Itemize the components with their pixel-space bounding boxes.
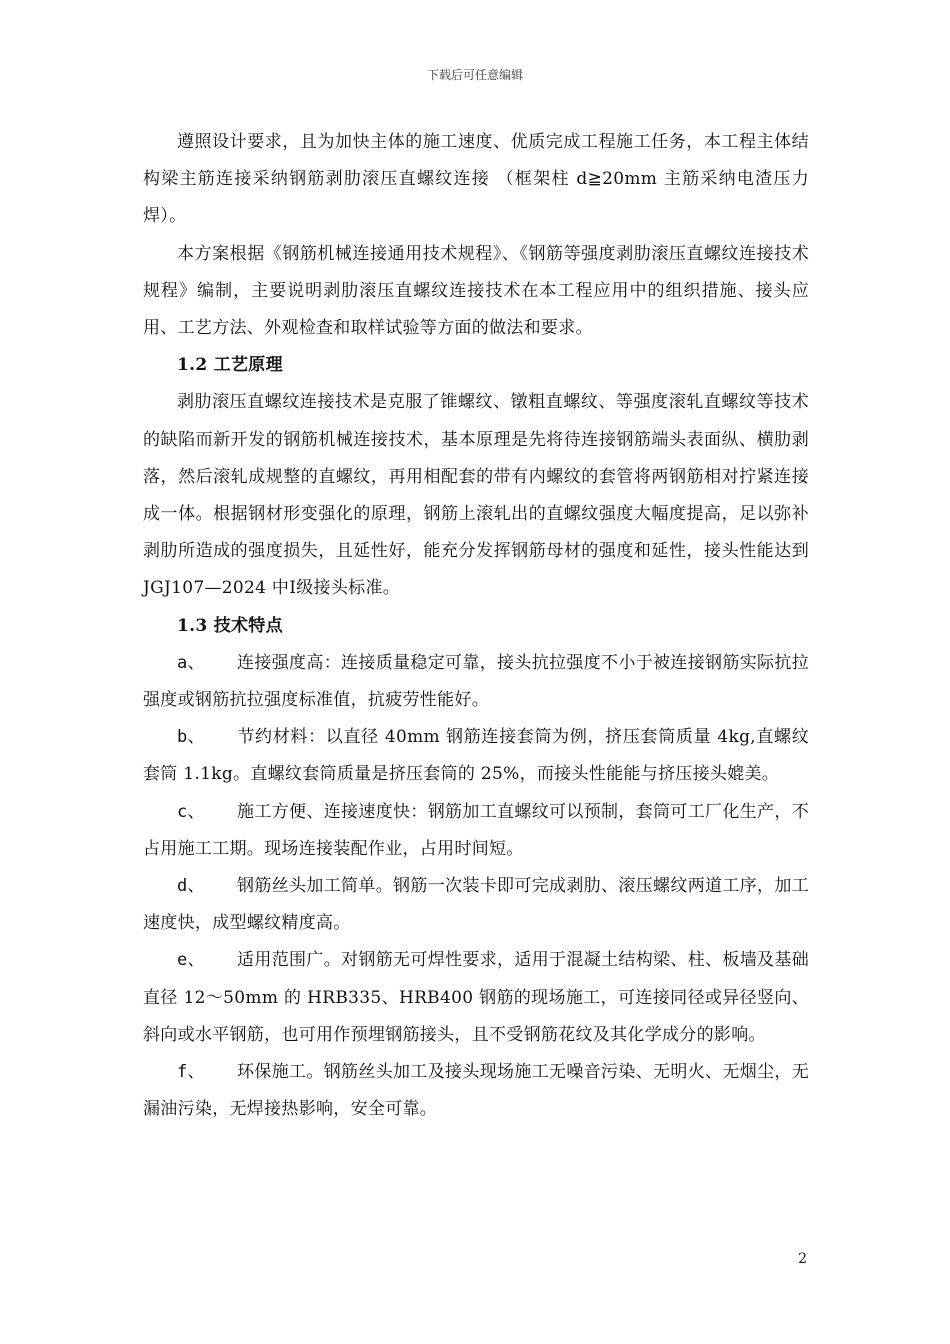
item-text: 节约材料：以直径 40mm 钢筋连接套筒为例，挤压套筒质量 4kg,直螺纹套筒 1.1kg。直螺纹套筒质量是挤压套筒的 25%，而接头性能能与挤压接头媲美。 [143, 727, 809, 785]
item-text: 连接强度高：连接质量稳定可靠，接头抗拉强度不小于被连接钢筋实际抗拉强度或钢筋抗拉强度标准值，抗疲劳性能好。 [143, 652, 809, 711]
intro-paragraph-1: 遵照设计要求，且为加快主体的施工速度、优质完成工程施工任务，本工程主体结构梁主筋连接采纳钢筋剥肋滚压直螺纹连接 （框架柱 d≧20mm 主筋采纳电渣压力焊）。 [143, 132, 809, 227]
item-marker: d、 [177, 876, 205, 897]
item-marker: c、 [177, 801, 205, 822]
section-heading-1-2: 1.2 工艺原理 [177, 355, 283, 376]
item-marker: f、 [177, 1062, 205, 1083]
document-body [143, 124, 809, 1128]
item-text: 环保施工。钢筋丝头加工及接头现场施工无噪音污染、无明火、无烟尘，无漏油污染，无焊接热影响，安全可靠。 [143, 1062, 809, 1120]
page-number: 2 [798, 1251, 807, 1267]
feature-item-b [143, 719, 809, 793]
item-marker: a、 [177, 652, 205, 673]
feature-item-c [143, 794, 809, 868]
feature-item-e [143, 942, 809, 1054]
item-text: 施工方便、连接速度快：钢筋加工直螺纹可以预制，套筒可工厂化生产，不占用施工工期。现场连接装配作业，占用时间短。 [143, 801, 809, 859]
page-header: 下载后可任意编辑 [426, 68, 523, 82]
item-text: 适用范围广。对钢筋无可焊性要求，适用于混凝土结构梁、柱、板墙及基础直径 12～50mm 的 HRB335、HRB400 钢筋的现场施工，可连接同径或异径竖向、斜向或水平钢筋，也可用作预埋钢筋接头，且不受钢筋花纹及其化学成分的影响。 [143, 950, 809, 1045]
item-marker: e、 [177, 950, 205, 971]
section-heading-1-3: 1.3 技术特点 [177, 615, 283, 636]
section-1-2-paragraph: 剥肋滚压直螺纹连接技术是克服了锥螺纹、镦粗直螺纹、等强度滚轧直螺纹等技术的缺陷而新开发的钢筋机械连接技术，基本原理是先将待连接钢筋端头表面纵、横肋剥落，然后滚轧成规整的直螺纹，再用相配套的带有内螺纹的套管将两钢筋相对拧紧连接成一体。根据钢材形变强化的原理，钢筋上滚轧出的直螺纹强度大幅度提高，足以弥补剥肋所造成的强度损失，且延性好，能充分发挥钢筋母材的强度和延性，接头性能达到 JGJ107—2024 中Ⅰ级接头标准。 [143, 392, 809, 599]
item-marker: b、 [177, 727, 205, 748]
intro-paragraph-2: 本方案根据《钢筋机械连接通用技术规程》、《钢筋等强度剥肋滚压直螺纹连接技术规程》编制，主要说明剥肋滚压直螺纹连接技术在本工程应用中的组织措施、接头应用、工艺方法、外观检查和取样试验等方面的做法和要求。 [143, 243, 809, 339]
feature-item-f [143, 1054, 809, 1128]
item-text: 钢筋丝头加工简单。钢筋一次装卡即可完成剥肋、滚压螺纹两道工序，加工速度快，成型螺纹精度高。 [143, 876, 809, 934]
feature-item-a [143, 645, 809, 719]
feature-item-d [143, 868, 809, 942]
